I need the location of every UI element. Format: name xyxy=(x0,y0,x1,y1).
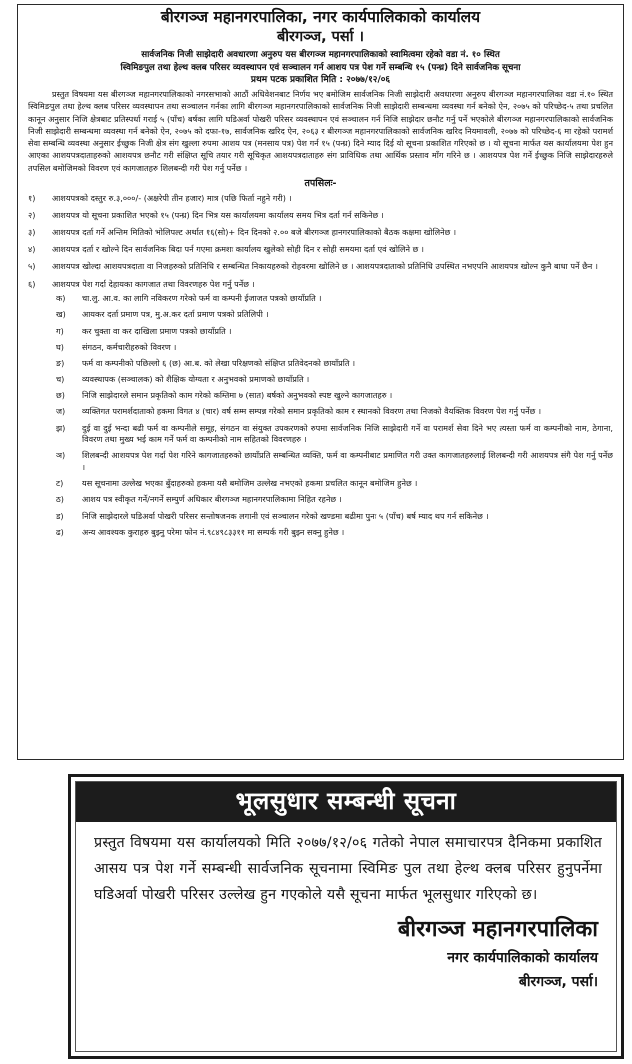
sublist-item xyxy=(52,293,613,305)
item-text: आशयपत्र पेश गर्दा देहायका कागजात तथा विवरणहरु पेश गर्नु पर्नेछ । xyxy=(52,278,255,289)
subitem-number: च) xyxy=(56,374,65,385)
schedule-title: तपसिलः- xyxy=(304,178,337,190)
notice-subject-line2: स्विमिङपुल तथा हेल्थ क्लब परिसर व्यवस्थापन एवं सञ्चालन गर्न आशय पत्र पेश गर्ने सम्बन्धि १५ (पन्ध्र) दिने सार्वजनिक सूचना xyxy=(120,62,521,73)
subitem-text: शिलबन्दी आशयपत्र पेश गर्दा पेश गरिने कागजातहरुको छायाँप्रति सम्बन्धित व्यक्ति, फर्म वा कम्पनीबाट प्रमाणित गरी उक्त कागजातहरुलाई शिलबन्दी गरी आशयपत्र संगै पेश गर्नु पर्नेछ । xyxy=(82,450,613,473)
sublist-item xyxy=(52,478,613,490)
subitem-text: दुई वा दुई भन्दा बढी फर्म वा कम्पनीले समूह, संगठन वा संयुक्त उपकरणको रुपमा सार्वजनिक निजि साझेदारी गर्ने वा परामर्श सेवा दिने भए त्यस्ता फर्म वा कम्पनीको नाम, ठेगाना, विवरण तथा मुख्य भई काम गर्ने फर्म वा कम्पनीको नाम सहितको विवरणहरु । xyxy=(82,422,613,445)
subitem-text: चा.लु. आ.व. का लागि नविकरण गरेको फर्म वा कम्पनी ईजाजत पत्रको छायाँप्रति । xyxy=(82,293,322,304)
subitem-number: ग) xyxy=(56,325,64,336)
notice-subject-line1: सार्वजनिक निजी साझेदारी अवधारणा अनुरुप यस बीरगञ्ज महानगरपालिकाको स्वामित्वमा रहेको वडा नं. १० स्थित xyxy=(141,50,500,60)
correction-org-name: बीरगञ्ज महानगरपालिका xyxy=(397,917,598,942)
correction-place: बीरगञ्ज, पर्सा। xyxy=(518,974,598,990)
sublist-item xyxy=(52,450,613,473)
item-text: आशयपत्र दर्ता गर्ने अन्तिम मितिको भोलिपल्ट अर्थात १६(सो)+ दिन दिनको २.०० बजे बीरगञ्ज हानगरपालिकाको बैठक कक्षमा खोलिनेछ । xyxy=(52,227,457,238)
item-text: आशयपत्रको दस्तुर रु.३,०००/- (अक्षरेपी तीन हजार) मात्र (पछि फिर्ता नहुने गरी) । xyxy=(52,193,292,204)
item-text: आशयपत्र यो सूचना प्रकाशित भएको १५ (पन्ध्र) दिन भित्र यस कार्यालयमा कार्यालय समय भित्र दर्ता गर्न सकिनेछ । xyxy=(52,210,384,221)
subitem-text: कर चुक्ता वा कर दाखिला प्रमाण पत्रको छायाँप्रति । xyxy=(82,325,232,336)
sublist-item xyxy=(52,342,613,354)
sublist-item xyxy=(52,494,613,506)
subitem-text: निजि साझेदारले घडिअर्वा पोखरी परिसर सन्तोषजनक लगानी एवं सञ्चालन गरेको खण्डमा बढीमा पुनः ५ (पाँच) बर्ष म्याद थप गर्न सकिनेछ । xyxy=(82,510,489,521)
sublist-item xyxy=(52,374,613,386)
document-sublist xyxy=(52,293,613,538)
subitem-number: छ) xyxy=(56,390,65,401)
notice-place: बीरगञ्ज, पर्सा । xyxy=(276,29,365,45)
subitem-text: व्यवस्थापक (सञ्चालक) को शैक्षिक योग्यता र अनुभवको प्रमाणको छायाँप्रति । xyxy=(82,374,310,385)
subitem-number: ठ) xyxy=(56,494,64,505)
public-notice xyxy=(17,4,624,760)
subitem-number: ट) xyxy=(56,478,64,489)
subitem-number: ढ) xyxy=(56,526,64,537)
item-content xyxy=(52,279,613,543)
sublist-item xyxy=(52,406,613,418)
sublist-item xyxy=(52,390,613,402)
correction-notice-frame xyxy=(75,781,617,1052)
sublist-item xyxy=(52,358,613,370)
subitem-number: ख) xyxy=(56,309,66,320)
correction-office-name: नगर कार्यपालिकाको कार्यालय xyxy=(447,950,598,966)
subitem-number: घ) xyxy=(56,341,64,352)
schedule-list xyxy=(28,193,613,543)
notice-body: प्रस्तुत विषयमा यस बीरगञ्ज महानगरपालिकाको नगरसभाको आठौं अधिवेशनबाट निर्णय भए बमोजिम सार्वजनिक निजी साझेदारी अवधारणा अनुरुप बीरगञ्ज महानगरपालिका वडा नं.१० स्थित स्विमिङपुल तथा हेल्थ क्लब परिसर व्यवस्थापन तथा सञ्चालन गर्नका लागि बीरगञ्ज महानगरपालिकाको सार्वजनिक निजी साझेदारी सम्बन्धमा व्यवस्था गर्न बनेको ऐन, २०७५ को परिच्छेद-५ तथा प्रचलित कानून अनुसार निजि क्षेत्रबाट प्रतिस्पर्धा गराई ५ (पाँच) बर्षका लागि घडिअर्वा पोखरी परिसर व्यवस्थापन एवं सञ्चालन गर्न निजि साझेदार छनौट गर्नु पर्ने भएकोले बीरगञ्ज महानगरपालिकाको सार्वजनिक निजी साझेदारी सम्बन्धमा व्यवस्था गर्न बनेको ऐन, २०७५ को दफा-१७, सार्वजनिक खरिद ऐन, २०६३ र बीरगञ्ज महानगरपालिकाको सार्वजनिक खरिद नियमावली, २०७७ को परिच्छेद-६ मा रहेको परामर्श सेवा सम्बन्धि व्यवस्था अनुसार ईच्छुक निजी क्षेत्र संग खुल्ला रुपमा आशय पत्र (मनसाय पत्र) पेश गर्न १५ (पन्ध्र) दिने म्याद दिई यो सूचना प्रकाशित गरिएको छ । यो सूचना मार्फत यस कार्यालयमा पेश हुन आएका आशयपत्रदाताहरुको आशयपत्र छनौट गरी संक्षिप्त सूचि तयार गरी सूचिकृत आशयपत्रदाताहरु संग प्राविधिक तथा आर्थिक प्रस्ताव माँग गरिने छ । आशयपत्र पेश गर्ने ईच्छुक निजि साझेदारहरुले तपसिल बमोजिमको विवरण एवं कागजातहरु शिलबन्दी गरी पेश गर्नु पर्नेछ । xyxy=(28,89,613,173)
notice-published-date: प्रथम पटक प्रकाशित मिति : २०७७/१२/०६ xyxy=(250,75,391,85)
subitem-text: अन्य आवश्यक कुराहरु बुझ्नु परेमा फोन नं.९८४९८३३११ मा सम्पर्क गरी बुझ्न सक्नु हुनेछ । xyxy=(82,526,345,537)
sublist-item xyxy=(52,527,613,539)
item-number: ५) xyxy=(28,261,36,272)
list-item xyxy=(28,279,613,543)
sublist-item xyxy=(52,326,613,338)
item-number: ३) xyxy=(28,227,36,238)
subitem-text: फर्म वा कम्पनीको पछिल्लो ६ (छ) आ.ब. को लेखा परिक्षणको संक्षिप्त प्रतिवेदनको छायाँप्रति । xyxy=(82,357,356,368)
subitem-text: यस सूचनामा उल्लेख भएका बुँदाहरुको हकमा यसै बमोजिम उल्लेख नभएको हकमा प्रचलित कानून बमोजिम हुनेछ । xyxy=(82,478,418,489)
sublist-item xyxy=(52,423,613,446)
subitem-number: ड) xyxy=(56,510,64,521)
subitem-text: आशय पत्र स्वीकृत गर्ने/नगर्ने सम्पुर्ण अधिकार बीरगञ्ज महानगरपालिकामा निहित रहनेछ । xyxy=(82,494,342,505)
list-item xyxy=(28,210,613,222)
subitem-number: ज) xyxy=(56,406,66,417)
list-item xyxy=(28,261,613,273)
correction-notice xyxy=(68,774,624,1059)
item-text: आशयपत्र दर्ता र खोल्ने दिन सार्वजनिक बिदा पर्न गएमा क्रमशः कार्यालय खुलेको सोही दिन र सोही समयमा दर्ता एवं खोलिने छ । xyxy=(52,244,424,255)
list-item xyxy=(28,193,613,205)
item-number: ६) xyxy=(28,278,36,289)
subitem-number: क) xyxy=(56,293,66,304)
subitem-number: ङ) xyxy=(56,357,65,368)
list-item xyxy=(28,227,613,239)
sublist-item xyxy=(52,511,613,523)
list-item xyxy=(28,244,613,256)
subitem-number: ञ) xyxy=(56,450,66,461)
item-number: २) xyxy=(28,210,36,221)
item-number: ४) xyxy=(28,244,36,255)
subitem-number: झ) xyxy=(56,422,66,433)
correction-title: भूलसुधार सम्बन्धी सूचना xyxy=(76,782,616,822)
correction-body: प्रस्तुत विषयमा यस कार्यालयको मिति २०७७/१२/०६ गतेको नेपाल समाचारपत्र दैनिकमा प्रकाशित आसय पत्र पेश गर्ने सम्बन्धी सार्वजनिक सूचनामा स्विमिङ पुल तथा हेल्थ क्लब परिसर हुनुपर्नेमा घडिअर्वा पोखरी परिसर उल्लेख हुन गएकोले यसै सूचना मार्फत भूलसुधार गरिएको छ। xyxy=(94,835,602,903)
notice-title: बीरगञ्ज महानगरपालिका, नगर कार्यपालिकाको कार्यालय xyxy=(160,8,481,26)
item-text: आशयपत्र खोल्दा आशयपत्रदाता वा निजहरुको प्रतिनिधि र सम्बन्धित निकायहरुको रोहवरमा खोलिने छ । आशयपत्रदाताको प्रतिनिधि उपस्थित नभएपनि आशयपत्र खोल्न कुनै बाधा पर्ने छैन । xyxy=(52,261,598,272)
notice-subject xyxy=(28,49,613,74)
subitem-text: निजि साझेदारले समान प्रकृतिको काम गरेको कम्तिमा ७ (सात) बर्षको अनुभवको स्पष्ट खुल्ने कागजातहरु । xyxy=(82,390,393,401)
subitem-text: संगठन, कर्मचारीहरुको विवरण । xyxy=(82,341,177,352)
subitem-text: व्यक्तिगत परामर्शदाताको हकमा विगत ४ (चार) वर्ष सम्म सम्पन्न गरेको समान प्रकृतिको काम र स्थानको विवरण तथा निजको वैयक्तिक विवरण पेश गर्नु पर्नेछ । xyxy=(82,406,542,417)
subitem-text: आयकर दर्ता प्रमाण पत्र, मु.अ.कर दर्ता प्रमाण पत्रको प्रतिलिपी । xyxy=(82,309,269,320)
item-number: १) xyxy=(28,193,36,204)
sublist-item xyxy=(52,309,613,321)
